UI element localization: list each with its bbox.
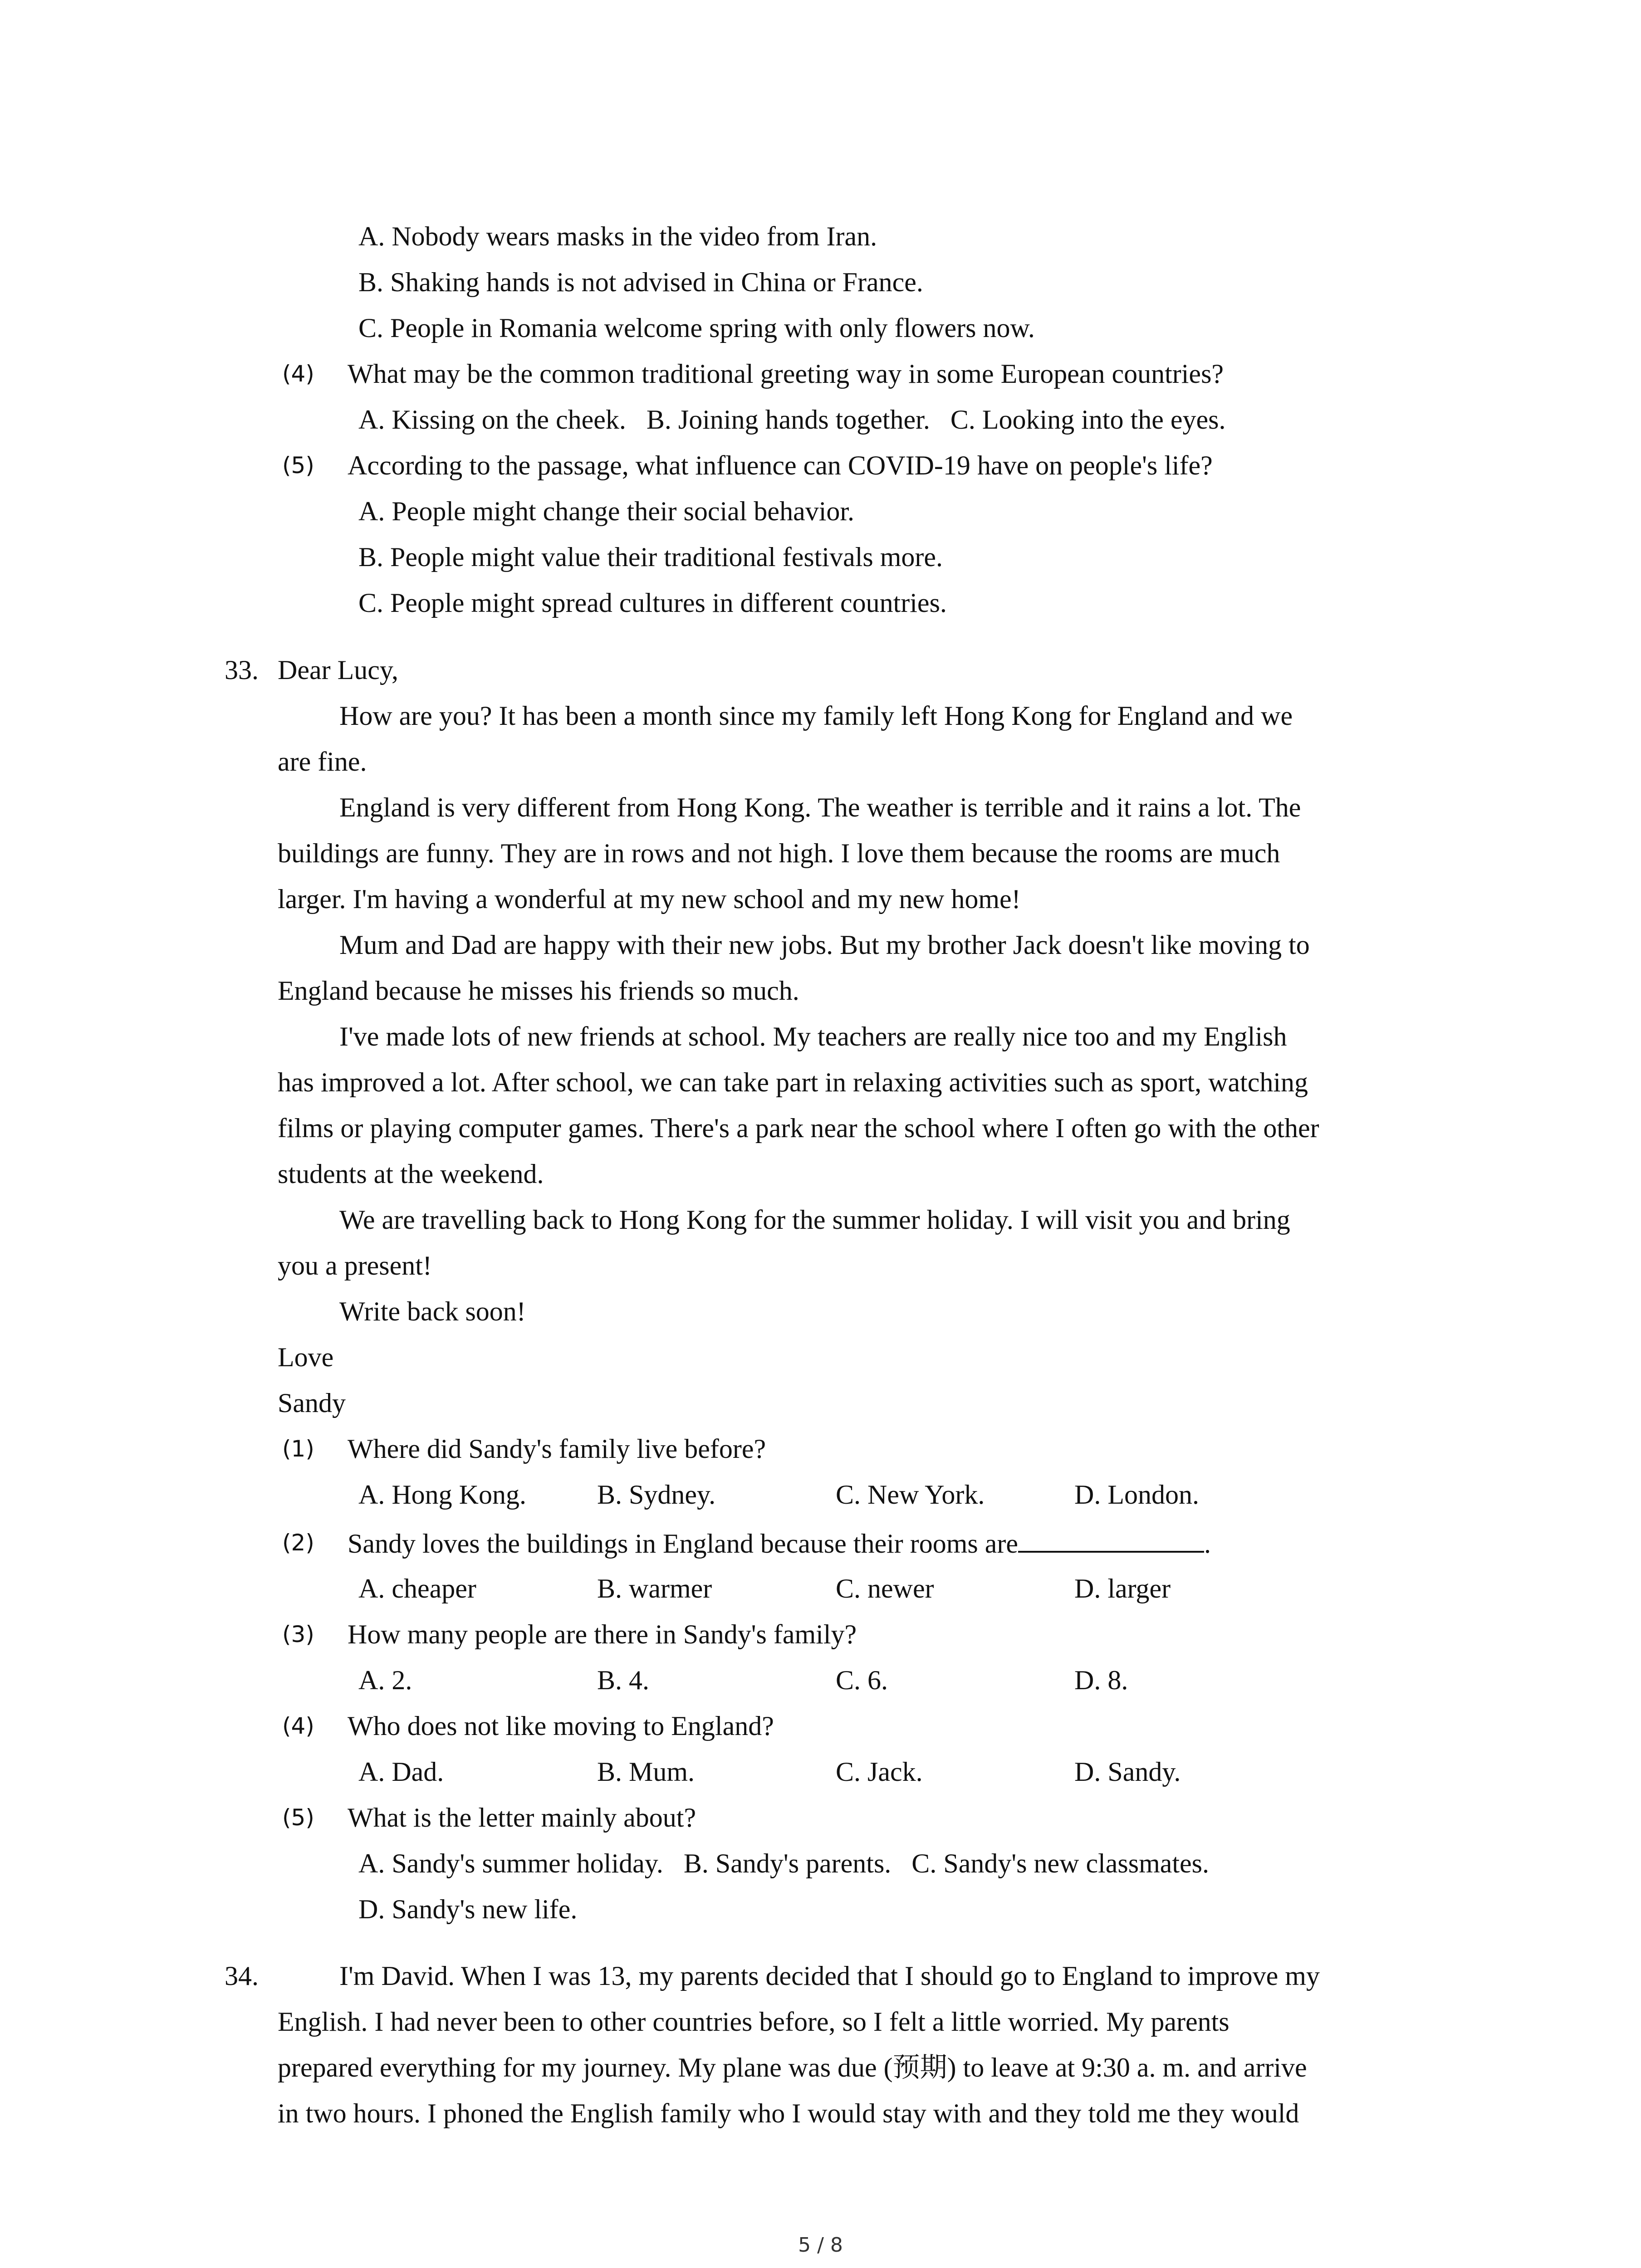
q33-sub3-text: How many people are there in Sandy's family? <box>348 1619 857 1649</box>
q33-number: 33. <box>225 655 259 685</box>
q34-number: 34. <box>225 1961 259 1991</box>
q34-passage-line: English. I had never been to other countries before, so I felt a little worried. My parents <box>278 2007 1230 2037</box>
answer-blank <box>1018 1526 1204 1553</box>
q33-letter-line: larger. I'm having a wonderful at my new school and my new home! <box>278 884 1021 914</box>
q33-sub2-stem <box>348 1526 1211 1560</box>
prev-q5-number: (5) <box>282 452 314 479</box>
q33-sub5-options-line1: A. Sandy's summer holiday. B. Sandy's parents. C. Sandy's new classmates. <box>358 1848 1210 1878</box>
q33-letter-line: How are you? It has been a month since my family left Hong Kong for England and we <box>339 701 1293 731</box>
q33-sub2-text: Sandy loves the buildings in England because their rooms are <box>348 1529 1018 1559</box>
q33-sub4-option-d: D. Sandy. <box>1074 1757 1181 1787</box>
q33-letter-line: students at the weekend. <box>278 1159 544 1189</box>
q33-sub1-option-c: C. New York. <box>836 1480 985 1510</box>
q33-sub1-option-a: A. Hong Kong. <box>358 1480 526 1510</box>
q33-sub4-text: Who does not like moving to England? <box>348 1711 774 1741</box>
q33-sub3-option-b: B. 4. <box>597 1665 650 1695</box>
q33-sub5-number: (5) <box>282 1804 314 1831</box>
q33-letter-line: We are travelling back to Hong Kong for the summer holiday. I will visit you and bring <box>339 1205 1290 1235</box>
q33-letter-line: England because he misses his friends so much. <box>278 976 799 1006</box>
q33-letter-line: you a present! <box>278 1251 432 1281</box>
prev-q4-options: A. Kissing on the cheek. B. Joining hands together. C. Looking into the eyes. <box>358 405 1226 435</box>
q33-sub3-number: (3) <box>282 1621 314 1647</box>
prev-q5-text: According to the passage, what influence can COVID-19 have on people's life? <box>348 450 1213 480</box>
q33-sub2-end: . <box>1204 1529 1211 1559</box>
q33-letter-line: films or playing computer games. There's a park near the school where I often go with the other <box>278 1113 1319 1143</box>
q33-letter-line: Mum and Dad are happy with their new jobs. But my brother Jack doesn't like moving to <box>339 930 1310 960</box>
q33-letter-line: I've made lots of new friends at school. My teachers are really nice too and my English <box>339 1022 1287 1051</box>
q33-sub5-options-line2: D. Sandy's new life. <box>358 1894 578 1924</box>
prev-q5-option-a: A. People might change their social behavior. <box>358 496 855 526</box>
q33-sub1-option-d: D. London. <box>1074 1480 1199 1510</box>
prev-q5-option-c: C. People might spread cultures in different countries. <box>358 588 947 618</box>
prev-q5-option-b: B. People might value their traditional festivals more. <box>358 542 943 572</box>
q33-letter-line: England is very different from Hong Kong. The weather is terrible and it rains a lot. The <box>339 792 1301 822</box>
q33-closing: Love <box>278 1342 334 1372</box>
q33-sub2-option-c: C. newer <box>836 1574 934 1603</box>
q33-sub4-number: (4) <box>282 1713 314 1739</box>
q33-sub2-option-b: B. warmer <box>597 1574 712 1603</box>
prev-q4-text: What may be the common traditional greeting way in some European countries? <box>348 359 1224 389</box>
prev-q3-option-b: B. Shaking hands is not advised in China or France. <box>358 267 923 297</box>
q33-sub2-number: (2) <box>282 1530 314 1556</box>
prev-q4-number: (4) <box>282 361 314 387</box>
q33-sub2-option-d: D. larger <box>1074 1574 1171 1603</box>
q33-sub3-option-a: A. 2. <box>358 1665 412 1695</box>
q34-passage-line: in two hours. I phoned the English family who I would stay with and they told me they would <box>278 2098 1299 2128</box>
page-number: 5 / 8 <box>798 2234 843 2257</box>
q33-sub3-option-d: D. 8. <box>1074 1665 1128 1695</box>
q33-sub4-option-c: C. Jack. <box>836 1757 923 1787</box>
q33-sub4-option-a: A. Dad. <box>358 1757 444 1787</box>
q34-passage-line: I'm David. When I was 13, my parents decided that I should go to England to improve my <box>339 1961 1320 1991</box>
q33-sub1-number: (1) <box>282 1436 314 1462</box>
q33-sub1-option-b: B. Sydney. <box>597 1480 716 1510</box>
q34-passage-line: prepared everything for my journey. My plane was due (预期) to leave at 9:30 a. m. and arrive <box>278 2053 1307 2082</box>
q33-sub2-option-a: A. cheaper <box>358 1574 476 1603</box>
q33-sub4-option-b: B. Mum. <box>597 1757 695 1787</box>
q33-sub5-text: What is the letter mainly about? <box>348 1803 696 1833</box>
q33-salutation: Dear Lucy, <box>278 655 398 685</box>
q33-letter-line: has improved a lot. After school, we can take part in relaxing activities such as sport, watching <box>278 1067 1308 1097</box>
q33-letter-line: buildings are funny. They are in rows and not high. I love them because the rooms are much <box>278 838 1280 868</box>
q33-sub3-option-c: C. 6. <box>836 1665 888 1695</box>
q33-sub1-text: Where did Sandy's family live before? <box>348 1434 766 1464</box>
q33-letter-line: Write back soon! <box>339 1296 526 1326</box>
prev-q3-option-c: C. People in Romania welcome spring with only flowers now. <box>358 313 1035 343</box>
q33-signature: Sandy <box>278 1388 346 1418</box>
q33-letter-line: are fine. <box>278 747 367 777</box>
prev-q3-option-a: A. Nobody wears masks in the video from Iran. <box>358 221 877 251</box>
